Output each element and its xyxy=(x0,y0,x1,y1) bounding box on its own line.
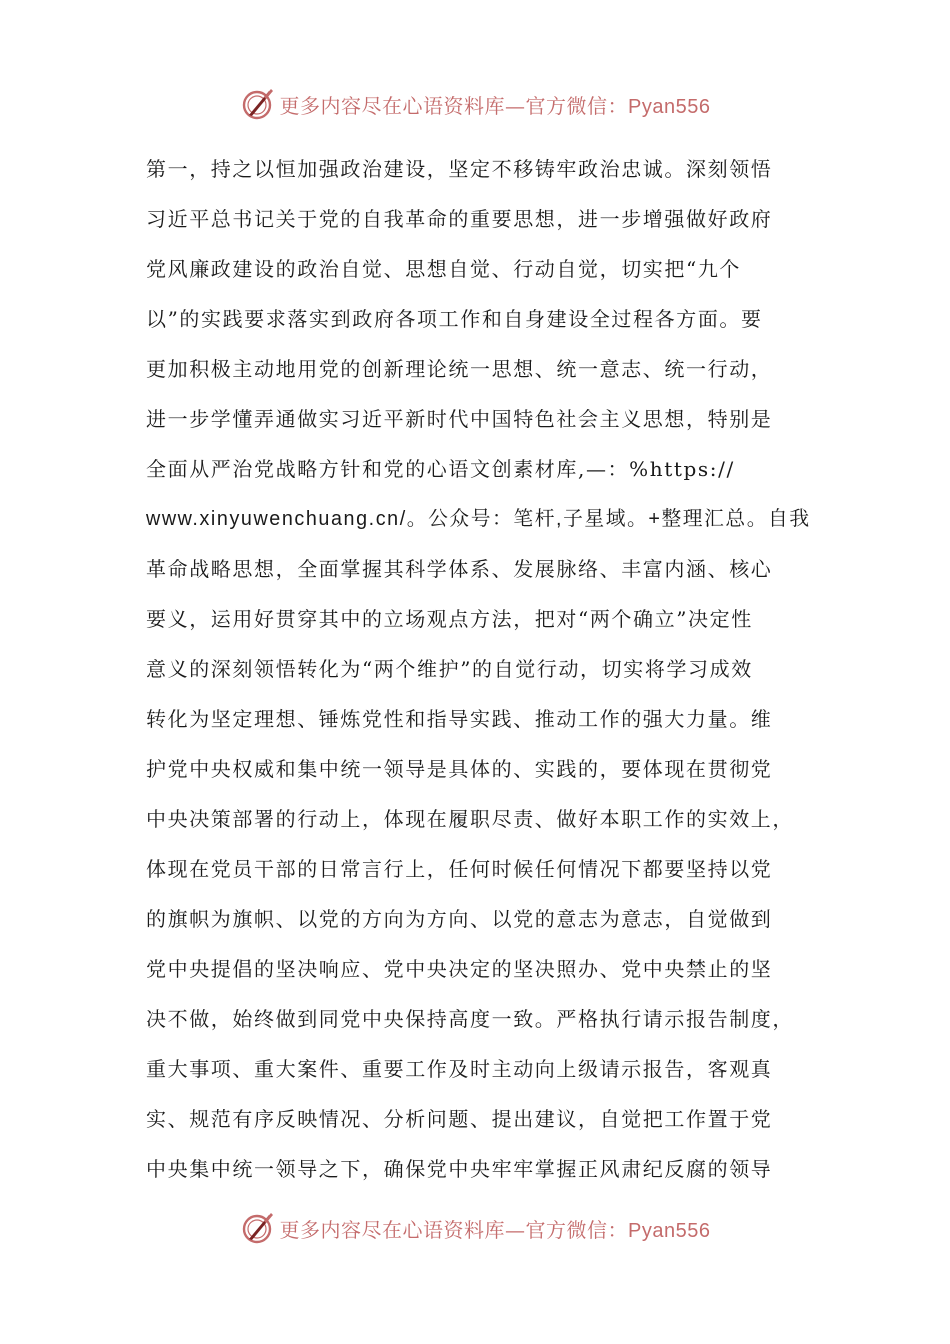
text-line: 重大事项、重大案件、重要工作及时主动向上级请示报告，客观真 xyxy=(146,1057,773,1081)
text-line: 中央决策部署的行动上，体现在履职尽责、做好本职工作的实效上， xyxy=(146,807,794,831)
text-line: 要义，运用好贯穿其中的立场观点方法，把对“两个确立”决定性 xyxy=(146,607,753,631)
text-line: 党中央提倡的坚决响应、党中央决定的坚决照办、党中央禁止的坚 xyxy=(146,957,773,981)
text-line: 第一，持之以恒加强政治建设，坚定不移铸牢政治忠诚。深刻领悟 xyxy=(146,157,773,181)
text-line: 全面从严治党战略方针和党的心语文创素材库,—：%https:// xyxy=(146,457,735,481)
header-banner xyxy=(0,84,950,124)
text-line: 护党中央权威和集中统一领导是具体的、实践的，要体现在贯彻党 xyxy=(146,757,773,781)
text-line: 实、规范有序反映情况、分析问题、提出建议，自觉把工作置于党 xyxy=(146,1107,773,1131)
text-line: 体现在党员干部的日常言行上，任何时候任何情况下都要坚持以党 xyxy=(146,857,773,881)
text-line: 意义的深刻领悟转化为“两个维护”的自觉行动，切实将学习成效 xyxy=(146,657,753,681)
text-line: 党风廉政建设的政治自觉、思想自觉、行动自觉，切实把“九个 xyxy=(146,257,742,281)
document-body xyxy=(146,144,810,1194)
footer-banner xyxy=(0,1208,950,1248)
banner-text: 更多内容尽在心语资料库—官方微信：Pyan556 xyxy=(279,1217,711,1242)
text-line: 转化为坚定理想、锤炼党性和指导实践、推动工作的强大力量。维 xyxy=(146,707,773,731)
text-line: 进一步学懂弄通做实习近平新时代中国特色社会主义思想，特别是 xyxy=(146,407,773,431)
text-line: 决不做，始终做到同党中央保持高度一致。严格执行请示报告制度， xyxy=(146,1007,794,1031)
quill-pen-circle-icon xyxy=(240,1210,276,1246)
text-line: 的旗帜为旗帜、以党的方向为方向、以党的意志为意志，自觉做到 xyxy=(146,907,773,931)
quill-pen-circle-icon xyxy=(240,86,276,122)
text-line: www.xinyuwenchuang.cn/。公众号：笔杆,子星域。+整理汇总。自我 xyxy=(146,508,811,530)
text-line: 革命战略思想，全面掌握其科学体系、发展脉络、丰富内涵、核心 xyxy=(146,557,773,581)
text-line: 习近平总书记关于党的自我革命的重要思想，进一步增强做好政府 xyxy=(146,207,773,231)
text-line: 以”的实践要求落实到政府各项工作和自身建设全过程各方面。要 xyxy=(146,307,763,331)
text-line: 中央集中统一领导之下，确保党中央牢牢掌握正风肃纪反腐的领导 xyxy=(146,1157,773,1181)
banner-text: 更多内容尽在心语资料库—官方微信：Pyan556 xyxy=(279,93,711,118)
text-line: 更加积极主动地用党的创新理论统一思想、统一意志、统一行动， xyxy=(146,357,773,381)
